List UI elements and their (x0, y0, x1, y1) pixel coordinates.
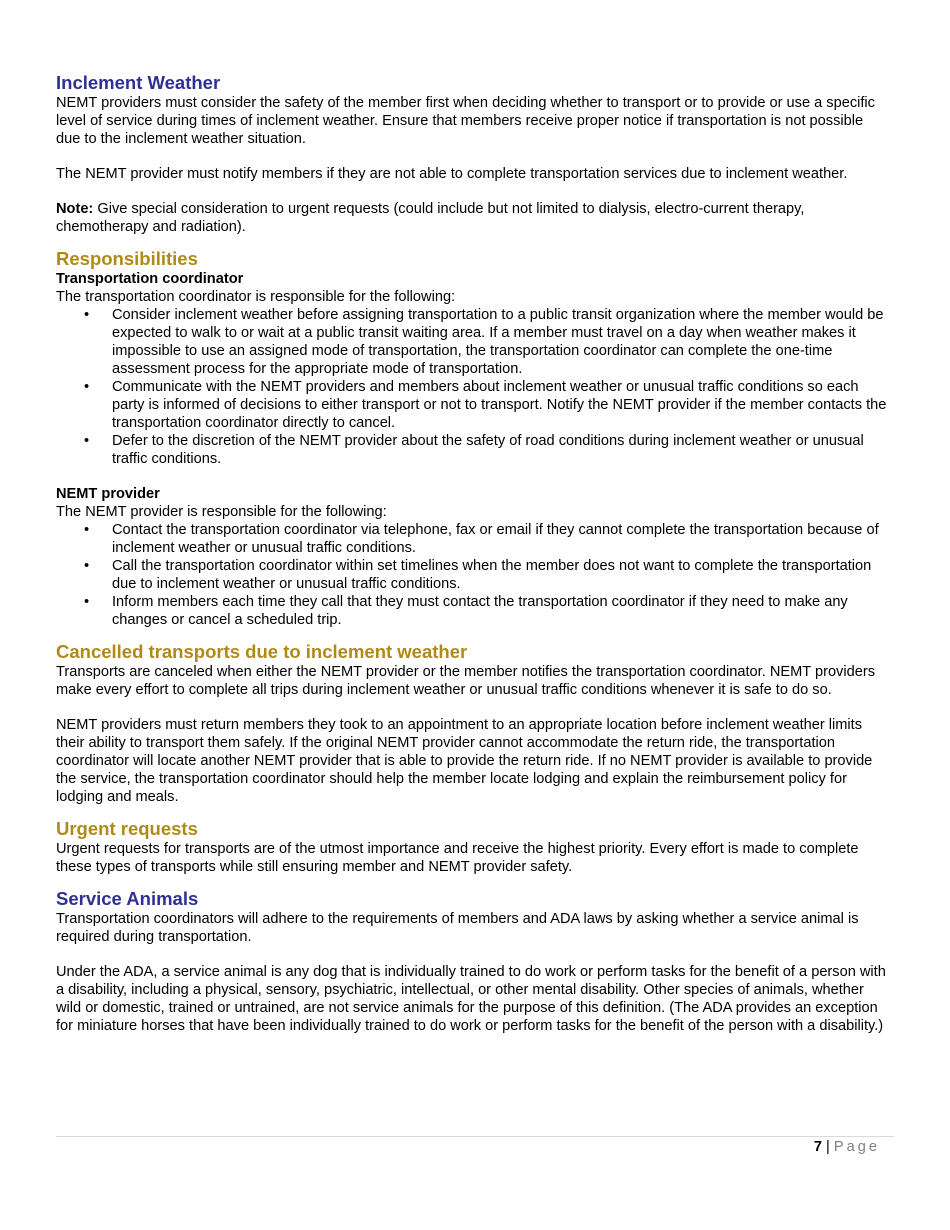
paragraph: Transports are canceled when either the NEMT provider or the member notifies the transportation coordinator. NEMT providers make every effort to complete all trips during inclement weather or unusual traffic conditions whenever it is safe to do so. (56, 664, 875, 698)
page-number: 7 (813, 1139, 822, 1155)
list-item: • Call the transportation coordinator within set timelines when the member does not want to complete the transportation due to inclement weather or unusual traffic conditions. (56, 557, 888, 593)
list-item: • Defer to the discretion of the NEMT provider about the safety of road conditions during inclement weather or unusual traffic conditions. (56, 432, 888, 468)
page-label: Page (833, 1139, 880, 1155)
list-item: • Consider inclement weather before assigning transportation to a public transit organization where the member would be expected to walk to or wait at a public transit waiting area. If a member must travel on a day when weather makes it impossible to use an assigned mode of transportation, the transportation coordinator can complete the one-time assessment process for the appropriate mode of transportation. (56, 306, 888, 378)
paragraph: Urgent requests for transports are of the utmost importance and receive the highest priority. Every effort is made to complete these types of transports while still ensuring member and NEMT provider safety. (56, 841, 859, 875)
paragraph: The NEMT provider must notify members if they are not able to complete transportation services due to inclement weather. (56, 166, 848, 182)
note-paragraph (56, 200, 888, 236)
note-text: Give special consideration to urgent requests (could include but not limited to dialysis, electro-current therapy, chemotherapy and radiation). (56, 201, 805, 235)
section-title-service-animals: Service Animals (56, 888, 199, 909)
provider-list (56, 521, 888, 629)
section-title-cancelled-transports: Cancelled transports due to inclement weather (56, 641, 468, 662)
subheading-transportation-coordinator: Transportation coordinator (56, 271, 244, 287)
section-title-responsibilities: Responsibilities (56, 248, 198, 269)
section-title-urgent-requests: Urgent requests (56, 818, 198, 839)
subheading-nemt-provider: NEMT provider (56, 486, 160, 502)
paragraph: Transportation coordinators will adhere to the requirements of members and ADA laws by asking whether a service animal is required during transportation. (56, 911, 859, 945)
list-item: • Inform members each time they call that they must contact the transportation coordinator if they need to make any changes or cancel a scheduled trip. (56, 593, 888, 629)
coordinator-list (56, 306, 888, 468)
list-item: • Communicate with the NEMT providers and members about inclement weather or unusual traffic conditions so each party is informed of decisions to either transport or not to transport. Notify the NEMT provider if the member contacts the transportation coordinator directly to cancel. (56, 378, 888, 432)
paragraph: NEMT providers must return members they took to an appointment to an appropriate location before inclement weather limits their ability to transport them safely. If the original NEMT provider cannot accommodate the return ride, the transportation coordinator will locate another NEMT provider that is able to provide the return ride. If no NEMT provider is available to provide the service, the transportation coordinator should help the member locate lodging and explain the reimbursement policy for lodging and meals. (56, 717, 873, 805)
paragraph: The transportation coordinator is responsible for the following: (56, 289, 456, 305)
page-footer (814, 1138, 880, 1156)
section-title-inclement-weather: Inclement Weather (56, 72, 221, 93)
document-page (56, 72, 888, 1035)
paragraph: The NEMT provider is responsible for the following: (56, 504, 387, 520)
footer-separator: | (822, 1139, 834, 1155)
paragraph: NEMT providers must consider the safety of the member first when deciding whether to transport or to provide or use a specific level of service during times of inclement weather. Ensure that members receive proper notice if transportation is not possible due to the inclement weather situation. (56, 95, 875, 147)
note-label: Note: (56, 201, 94, 217)
list-item: • Contact the transportation coordinator via telephone, fax or email if they cannot complete the transportation because of inclement weather or unusual traffic conditions. (56, 521, 888, 557)
footer-divider (56, 1136, 894, 1137)
paragraph: Under the ADA, a service animal is any dog that is individually trained to do work or perform tasks for the benefit of a person with a disability, including a physical, sensory, psychiatric, intellectual, or other mental disability. Other species of animals, whether wild or domestic, trained or untrained, are not service animals for the purpose of this definition. (The ADA provides an exception for miniature horses that have been individually trained to do work or perform tasks for the benefit of the person with a disability.) (56, 964, 886, 1034)
